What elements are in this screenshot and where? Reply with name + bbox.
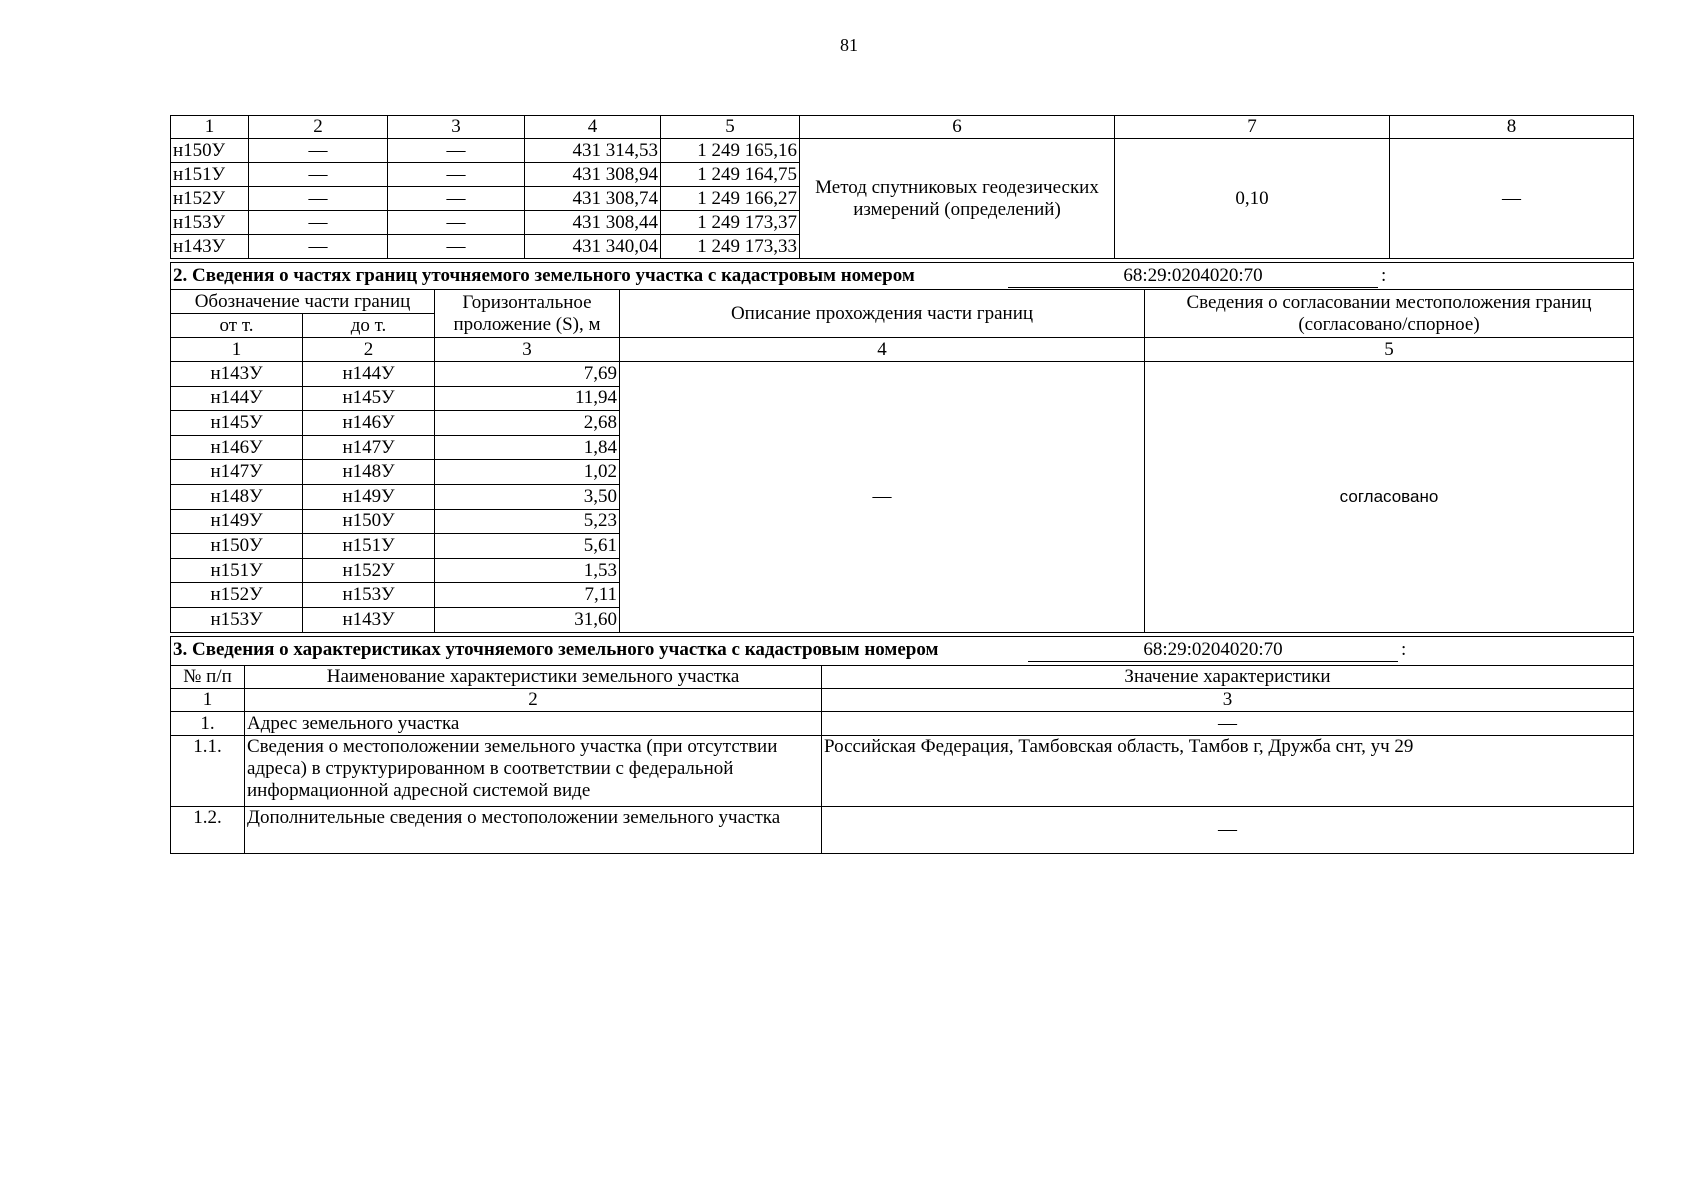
point-name: н153У [171, 211, 249, 235]
point-name: н150У [171, 139, 249, 163]
boundary-parts-table [170, 262, 1634, 633]
characteristic-value: — [822, 712, 1634, 736]
to-point: н147У [303, 435, 435, 460]
header-cell: 7 [1115, 116, 1390, 139]
distance: 11,94 [435, 386, 620, 411]
header-cell: 2 [249, 116, 388, 139]
section-2-title: 2. Сведения о частях границ уточняемого земельного участка с кадастровым номером [173, 265, 915, 286]
from-point: н151У [171, 558, 303, 583]
description-value: — [620, 362, 1145, 633]
cadastral-number: 68:29:0204020:70 [1008, 265, 1378, 288]
cell: — [249, 211, 388, 235]
header-part-designation: Обозначение части границ [171, 290, 435, 314]
characteristic-value: Российская Федерация, Тамбовская область, Тамбов г, Дружба снт, уч 29 [822, 736, 1634, 807]
point-name: н151У [171, 163, 249, 187]
coord-y: 1 249 173,37 [661, 211, 800, 235]
header-to: до т. [303, 314, 435, 338]
header-description: Описание прохождения части границ [620, 290, 1145, 338]
column-number-row [171, 338, 1634, 362]
section-3-title: 3. Сведения о характеристиках уточняемого земельного участка с кадастровым номером [173, 639, 939, 660]
characteristic-value: — [822, 807, 1634, 854]
coord-y: 1 249 173,33 [661, 235, 800, 259]
row-number: 1. [171, 712, 245, 736]
to-point: н152У [303, 558, 435, 583]
from-point: н150У [171, 534, 303, 559]
header-cell: 8 [1390, 116, 1634, 139]
table-row [171, 712, 1634, 736]
from-point: н146У [171, 435, 303, 460]
to-point: н148У [303, 460, 435, 485]
to-point: н146У [303, 411, 435, 436]
table-row [171, 736, 1634, 807]
column-number: 2 [245, 689, 822, 712]
cell: — [388, 211, 525, 235]
cell: — [249, 163, 388, 187]
column-number: 3 [435, 338, 620, 362]
column-number: 2 [303, 338, 435, 362]
coordinates-header-row [171, 116, 1634, 139]
header-cell: 1 [171, 116, 249, 139]
cell: — [388, 163, 525, 187]
to-point: н150У [303, 509, 435, 534]
header-row [171, 666, 1634, 689]
cell: — [388, 235, 525, 259]
colon: : [1401, 639, 1407, 660]
coord-y: 1 249 166,27 [661, 187, 800, 211]
section-title-row [171, 637, 1634, 666]
characteristics-table [170, 636, 1634, 854]
row-number: 1.2. [171, 807, 245, 854]
column-number-row [171, 689, 1634, 712]
distance: 1,53 [435, 558, 620, 583]
header-horizontal-distance: Горизонтальное проложение (S), м [435, 290, 620, 338]
accuracy-cell: 0,10 [1115, 139, 1390, 259]
col8-cell: — [1390, 139, 1634, 259]
characteristic-name: Адрес земельного участка [245, 712, 822, 736]
header-name: Наименование характеристики земельного участка [245, 666, 822, 689]
from-point: н147У [171, 460, 303, 485]
header-cell: 6 [800, 116, 1115, 139]
cell: — [249, 235, 388, 259]
to-point: н153У [303, 583, 435, 608]
header-cell: 3 [388, 116, 525, 139]
characteristic-name: Дополнительные сведения о местоположении земельного участка [245, 807, 822, 854]
header-cell: 5 [661, 116, 800, 139]
coord-x: 431 340,04 [525, 235, 661, 259]
table-row [171, 807, 1634, 854]
from-point: н152У [171, 583, 303, 608]
to-point: н145У [303, 386, 435, 411]
from-point: н145У [171, 411, 303, 436]
distance: 5,23 [435, 509, 620, 534]
header-agreement: Сведения о согласовании местоположения границ (согласовано/спорное) [1145, 290, 1634, 338]
column-number: 3 [822, 689, 1634, 712]
column-number: 5 [1145, 338, 1634, 362]
distance: 1,84 [435, 435, 620, 460]
column-number: 1 [171, 689, 245, 712]
table-row [171, 362, 1634, 387]
coord-y: 1 249 164,75 [661, 163, 800, 187]
table-row [171, 139, 1634, 163]
row-number: 1.1. [171, 736, 245, 807]
cell: — [249, 187, 388, 211]
column-number: 1 [171, 338, 303, 362]
section-title-row [171, 263, 1634, 290]
from-point: н153У [171, 607, 303, 632]
cell: — [388, 187, 525, 211]
colon: : [1381, 265, 1387, 286]
distance: 2,68 [435, 411, 620, 436]
header-from: от т. [171, 314, 303, 338]
cell: — [249, 139, 388, 163]
coord-x: 431 308,94 [525, 163, 661, 187]
to-point: н151У [303, 534, 435, 559]
cadastral-number: 68:29:0204020:70 [1028, 639, 1398, 662]
distance: 7,11 [435, 583, 620, 608]
distance: 31,60 [435, 607, 620, 632]
agreement-value: согласовано [1145, 362, 1634, 633]
point-name: н143У [171, 235, 249, 259]
header-cell: 4 [525, 116, 661, 139]
from-point: н143У [171, 362, 303, 387]
distance: 7,69 [435, 362, 620, 387]
distance: 3,50 [435, 484, 620, 509]
page-number: 81 [840, 35, 858, 55]
distance: 1,02 [435, 460, 620, 485]
header-row [171, 290, 1634, 314]
to-point: н143У [303, 607, 435, 632]
coordinates-table [170, 115, 1634, 259]
coord-x: 431 308,74 [525, 187, 661, 211]
coord-x: 431 314,53 [525, 139, 661, 163]
coord-x: 431 308,44 [525, 211, 661, 235]
cell: — [388, 139, 525, 163]
to-point: н144У [303, 362, 435, 387]
from-point: н148У [171, 484, 303, 509]
coord-y: 1 249 165,16 [661, 139, 800, 163]
header-value: Значение характеристики [822, 666, 1634, 689]
distance: 5,61 [435, 534, 620, 559]
characteristic-name: Сведения о местоположении земельного участка (при отсутствии адреса) в структурированном в соответствии с федеральной информационной адресной системой виде [245, 736, 822, 807]
from-point: н149У [171, 509, 303, 534]
column-number: 4 [620, 338, 1145, 362]
method-cell: Метод спутниковых геодезических измерений (определений) [800, 139, 1115, 259]
from-point: н144У [171, 386, 303, 411]
header-number: № п/п [171, 666, 245, 689]
to-point: н149У [303, 484, 435, 509]
point-name: н152У [171, 187, 249, 211]
